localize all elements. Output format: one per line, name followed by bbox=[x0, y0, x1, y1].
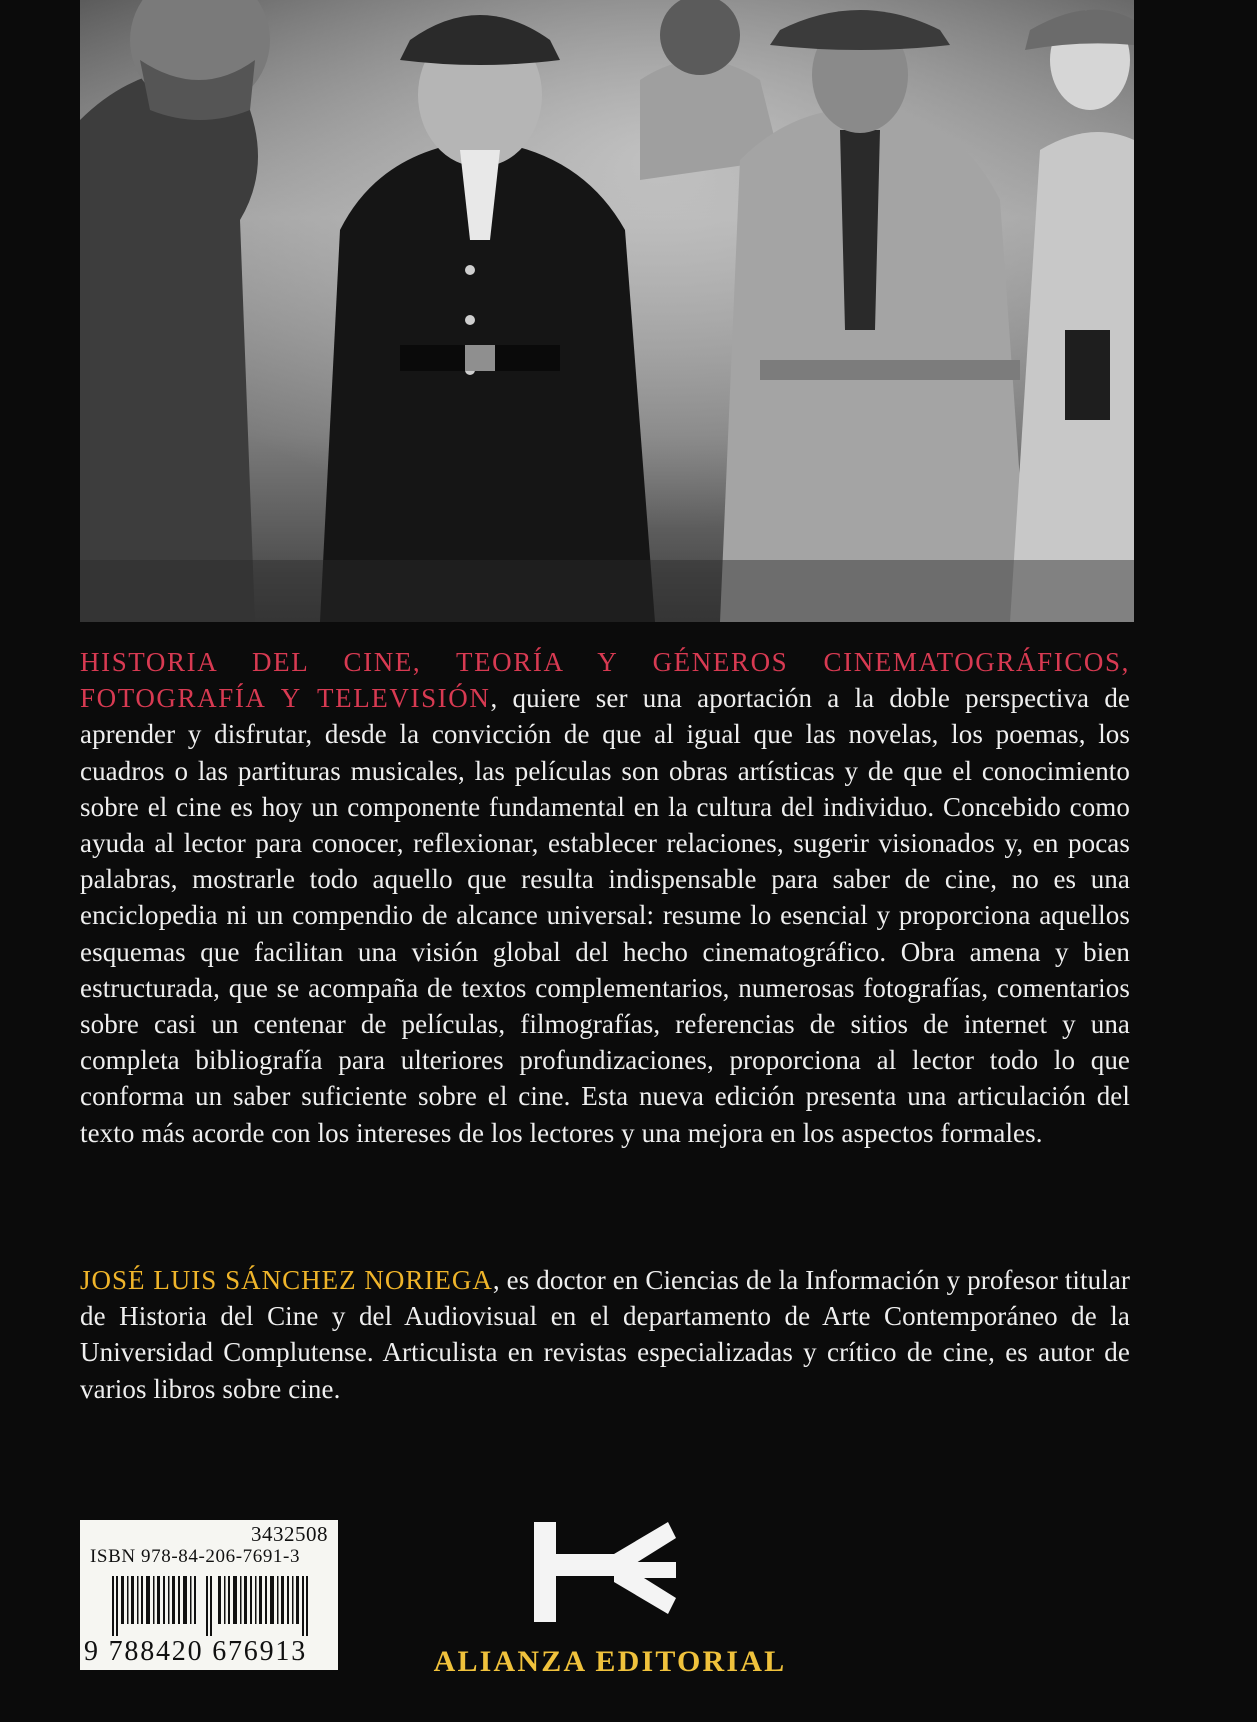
book-description bbox=[80, 644, 1130, 1151]
film-still-image bbox=[80, 0, 1134, 622]
barcode-bars bbox=[94, 1576, 326, 1640]
product-code: 3432508 bbox=[251, 1522, 328, 1546]
book-title-highlight: HISTORIA DEL CINE, TEORÍA Y GÉNEROS CINEMATOGRÁFICOS, FOTOGRAFÍA Y TELEVISIÓN bbox=[80, 647, 1130, 714]
barcode-digits: 9 788420 676913 bbox=[84, 1636, 307, 1667]
isbn-number: ISBN 978-84-206-7691-3 bbox=[90, 1546, 301, 1567]
cover-photo bbox=[80, 0, 1134, 622]
isbn-barcode-label bbox=[80, 1520, 338, 1670]
description-body: , quiere ser una aportación a la doble perspectiva de aprender y disfrutar, desde la convicción de que al igual que las novelas, los poemas, los cuadros o las partituras musicales, las películas son obras artísticas y de que el conocimiento sobre el cine es hoy un componente fundamental en la cultura del individuo. Concebido como ayuda al lector para conocer, reflexionar, establecer relaciones, sugerir visionados y, en pocas palabras, mostrarle todo aquello que resulta indispensable para saber de cine, no es una enciclopedia ni un compendio de alcance universal: resume lo esencial y proporciona aquellos esquemas que facilitan una visión global del hecho cinematográfico. Obra amena y bien estructurada, que se acompaña de textos complementarios, numerosas fotografías, comentarios sobre casi un centenar de películas, filmografías, referencias de sitios de internet y una completa bibliografía para ulteriores profundizaciones, proporciona al lector todo lo que conforma un saber suficiente sobre el cine. Esta nueva edición presenta una articulación del texto más acorde con los intereses de los lectores y una mejora en los aspectos formales. bbox=[80, 683, 1130, 1148]
author-name-highlight: JOSÉ LUIS SÁNCHEZ NORIEGA bbox=[80, 1265, 493, 1295]
author-bio bbox=[80, 1262, 1130, 1407]
publisher-name: ALIANZA EDITORIAL bbox=[433, 1645, 787, 1678]
alianza-logo-icon bbox=[528, 1518, 676, 1626]
author-bio-body: , es doctor en Ciencias de la Información y profesor titular de Historia del Cine y del Audiovisual en el departamento de Arte Contemporáneo de la Universidad Complutense. Articulista en revistas especializadas y crítico de cine, es autor de varios libros sobre cine. bbox=[80, 1265, 1130, 1404]
